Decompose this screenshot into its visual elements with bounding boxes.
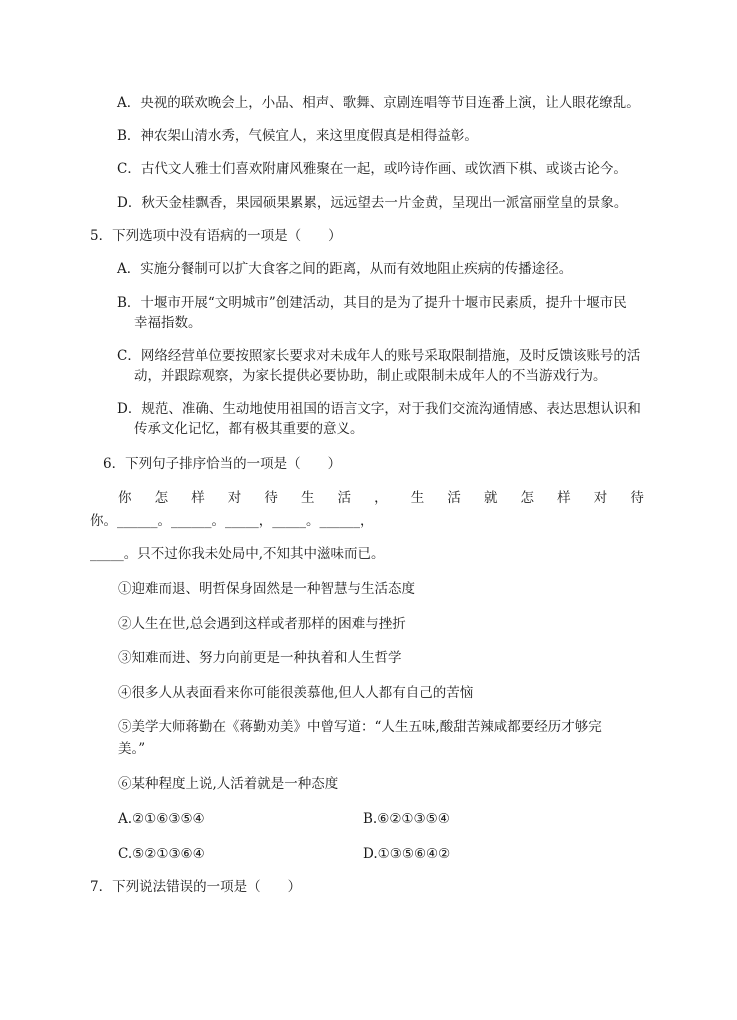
- q4-option-a: A．央视的联欢晚会上，小品、相声、歌舞、京剧连唱等节目连番上演，让人眼花缭乱。: [117, 95, 640, 111]
- q4-option-b: B．神农架山清水秀，气候宜人，来这里度假真是相得益彰。: [117, 128, 478, 144]
- q6-option-c: C.⑤②①③⑥④: [118, 846, 205, 862]
- passage-char: 怎: [154, 490, 169, 506]
- passage-char: 待: [264, 490, 278, 506]
- q5-option-a: A．实施分餐制可以扩大食客之间的距离，从而有效地阻止疾病的传播途径。: [117, 261, 573, 277]
- q6-option-d: D.①③⑤⑥④②: [363, 846, 451, 862]
- q6-passage-line3: _____。只不过你我未处局中,不知其中滋味而已。: [90, 546, 385, 562]
- q4-option-d: D．秋天金桂飘香，果园硕果累累，远远望去一片金黄，呈现出一派富丽堂皇的景象。: [117, 195, 628, 211]
- q5-option-d-line2: 传承文化记忆，都有极其重要的意义。: [134, 421, 364, 437]
- passage-char: 生: [300, 490, 315, 506]
- q6-sentence-4: ④很多人从表面看来你可能很羡慕他,但人人都有自己的苦恼: [118, 685, 474, 701]
- passage-char: 对: [593, 490, 608, 506]
- q6-sentence-1: ①迎难而退、明哲保身固然是一种智慧与生活态度: [118, 581, 415, 597]
- q5-option-b-line2: 幸福指数。: [134, 315, 202, 331]
- q5-option-c-line2: 动，并跟踪观察，为家长提供必要协助，制止或限制未成年人的不当游戏行为。: [134, 368, 607, 384]
- passage-char: 待: [630, 490, 644, 506]
- q6-option-a: A.②①⑥③⑤④: [118, 811, 205, 827]
- q6-sentence-6: ⑥某种程度上说,人活着就是一种态度: [118, 776, 339, 792]
- passage-char: 样: [191, 490, 205, 506]
- passage-char: 就: [483, 490, 498, 506]
- q6-sentence-2: ②人生在世,总会遇到这样或者那样的困难与挫折: [118, 616, 406, 632]
- passage-char: 对: [227, 490, 242, 506]
- q5-option-c-line1: C．网络经营单位要按照家长要求对未成年人的账号采取限制措施，及时反馈该账号的活: [117, 348, 641, 364]
- q6-sentence-5-line2: 美。”: [118, 741, 146, 757]
- q6-passage-line1: [118, 489, 644, 507]
- passage-char: 活: [447, 490, 461, 506]
- q6-passage-line2: 你。______。______。_____，_____。______，: [90, 513, 374, 529]
- q4-option-c: C．古代文人雅士们喜欢附庸风雅聚在一起，或吟诗作画、或饮酒下棋、或谈古论今。: [117, 161, 627, 177]
- q5-stem: 5．下列选项中没有语病的一项是（ ）: [90, 228, 342, 244]
- q7-stem: 7．下列说法错误的一项是（ ）: [90, 879, 302, 895]
- passage-char: ，: [374, 490, 388, 506]
- passage-char: 生: [410, 490, 425, 506]
- q6-sentence-3: ③知难而进、努力向前更是一种执着和人生哲学: [118, 650, 402, 666]
- q5-option-d-line1: D．规范、准确、生动地使用祖国的语言文字，对于我们交流沟通情感、表达思想认识和: [117, 401, 641, 417]
- passage-char: 怎: [520, 490, 535, 506]
- q6-option-b: B.⑥②①③⑤④: [363, 811, 450, 827]
- passage-char: 活: [337, 490, 352, 506]
- passage-char: 样: [557, 490, 571, 506]
- passage-char: 你: [118, 490, 132, 506]
- q5-option-b-line1: B．十堰市开展“文明城市”创建活动，其目的是为了提升十堰市民素质，提升十堰市民: [117, 295, 627, 311]
- q6-stem: 6．下列句子排序恰当的一项是（ ）: [103, 456, 342, 472]
- q6-sentence-5-line1: ⑤美学大师蒋勤在《蒋勤劝美》中曾写道：“人生五味,酸甜苦辣咸都要经历才够完: [118, 719, 602, 735]
